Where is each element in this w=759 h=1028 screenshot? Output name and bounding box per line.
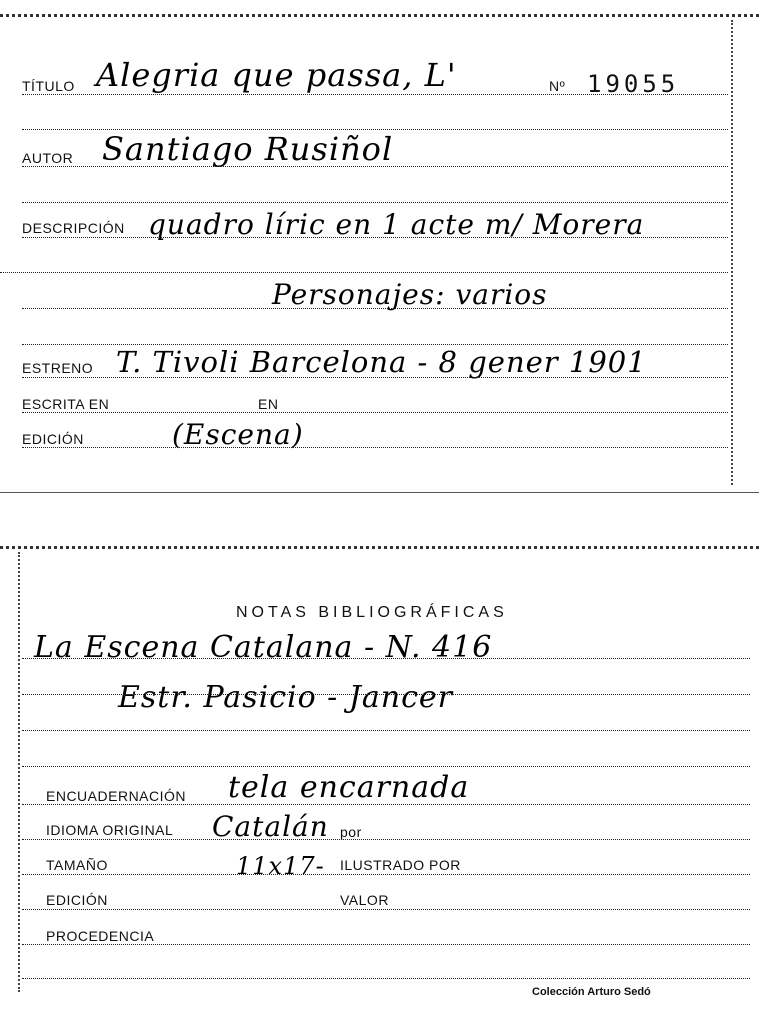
en-label: EN xyxy=(258,396,279,412)
row-rule xyxy=(22,909,750,910)
collection-credit: Colección Arturo Sedó xyxy=(532,986,651,998)
autor-value: Santiago Rusiñol xyxy=(102,130,394,168)
row-rule xyxy=(22,94,728,95)
por-label: por xyxy=(340,824,362,840)
idioma-value: Catalán xyxy=(212,810,329,843)
card-right-border xyxy=(731,20,733,485)
notas-line-1: La Escena Catalana - N. 416 xyxy=(34,630,493,665)
row-rule xyxy=(22,377,728,378)
valor-label: VALOR xyxy=(340,892,389,908)
row-rule xyxy=(22,766,750,767)
catalog-card-top xyxy=(0,0,759,492)
descripcion-value: quadro líric en 1 acte m/ Morera xyxy=(148,208,645,241)
estreno-label: ESTRENO xyxy=(22,360,94,376)
edicion-label-2: EDICIÓN xyxy=(46,892,108,908)
encuadernacion-value: tela encarnada xyxy=(228,770,470,805)
row-rule xyxy=(22,308,728,309)
tamano-value: 11x17- xyxy=(236,852,325,880)
row-rule xyxy=(22,944,750,945)
descripcion-label: DESCRIPCIÓN xyxy=(22,220,125,236)
row-rule xyxy=(0,272,728,273)
card-top-edge xyxy=(0,14,759,23)
estreno-value: T. Tivoli Barcelona - 8 gener 1901 xyxy=(116,345,647,379)
row-rule xyxy=(22,839,750,840)
row-rule xyxy=(22,804,750,805)
titulo-value: Alegria que passa, L' xyxy=(96,56,457,94)
titulo-label: TÍTULO xyxy=(22,78,75,94)
personajes-value: Personajes: varios xyxy=(272,278,548,311)
notas-heading: NOTAS BIBLIOGRÁFICAS xyxy=(236,604,508,621)
card-top-edge xyxy=(0,546,759,555)
tamano-label: TAMAÑO xyxy=(46,857,108,873)
procedencia-label: PROCEDENCIA xyxy=(46,928,155,944)
catalog-card-bottom xyxy=(0,540,759,1028)
row-rule xyxy=(22,412,728,413)
edicion-value: (Escena) xyxy=(172,418,304,451)
numero-value: 19055 xyxy=(587,70,680,98)
row-rule xyxy=(22,166,728,167)
card-left-border xyxy=(18,552,20,992)
row-rule xyxy=(22,694,750,695)
edicion-label: EDICIÓN xyxy=(22,431,84,447)
row-rule xyxy=(22,447,728,448)
idioma-label: IDIOMA ORIGINAL xyxy=(46,822,174,838)
numero-label: Nº xyxy=(549,78,566,94)
ilustrado-label: ILUSTRADO POR xyxy=(340,857,461,873)
autor-label: AUTOR xyxy=(22,150,74,166)
row-rule xyxy=(22,658,750,659)
row-rule xyxy=(22,978,750,979)
escrita-en-label: ESCRITA EN xyxy=(22,396,110,412)
card-separator xyxy=(0,492,759,493)
encuadernacion-label: ENCUADERNACIÓN xyxy=(46,788,187,804)
row-rule xyxy=(22,730,750,731)
row-rule xyxy=(22,237,728,238)
notas-line-2: Estr. Pasicio - Jancer xyxy=(118,680,453,715)
row-rule xyxy=(22,202,728,203)
row-rule xyxy=(22,874,750,875)
